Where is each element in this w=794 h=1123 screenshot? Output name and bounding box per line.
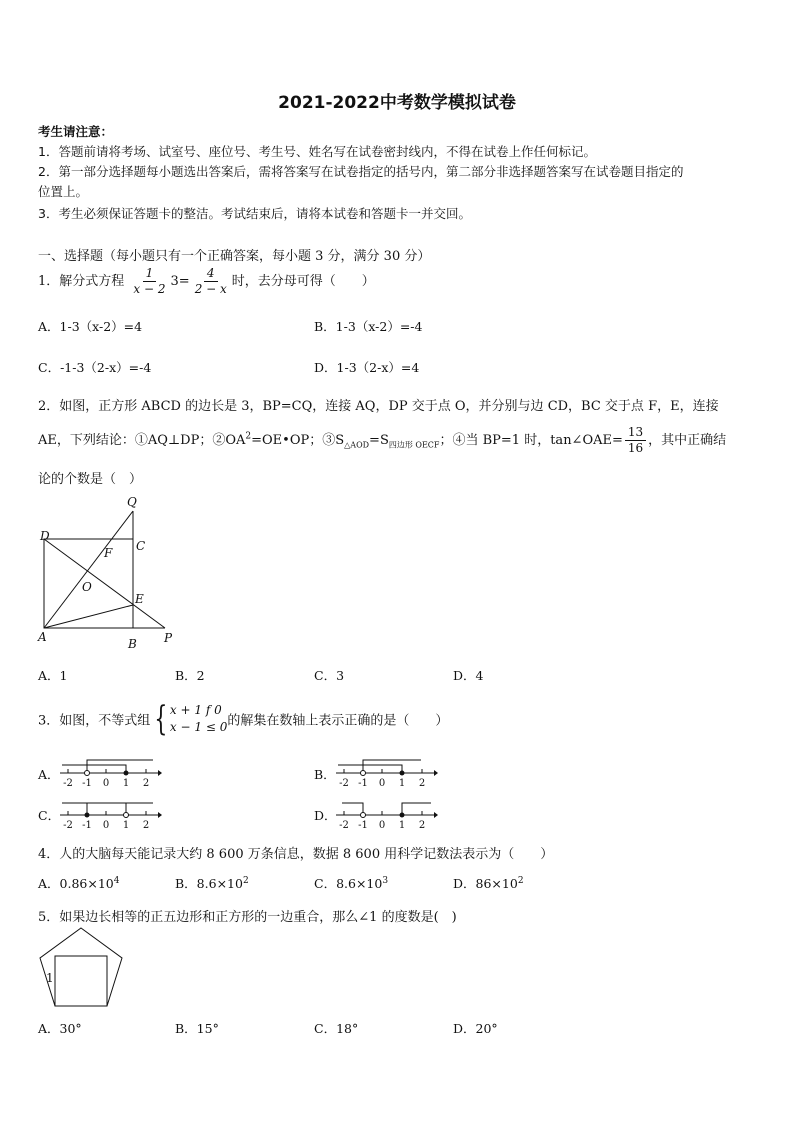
- q4-option-a-base: A．0.86×10: [38, 876, 114, 891]
- q1-mid: 3=: [170, 274, 190, 289]
- q1-frac2-den: 2 − x: [194, 282, 227, 296]
- tick-label: 1: [122, 820, 130, 830]
- q3-option-c-label[interactable]: C．: [38, 808, 61, 823]
- notice-item: 1．答题前请将考场、试室号、座位号、考生号、姓名写在试卷密封线内，不得在试卷上作任何标记。: [38, 144, 596, 159]
- inequality-system: [150, 699, 228, 739]
- brace-icon: {: [154, 699, 168, 739]
- q5-option-d[interactable]: D．20°: [453, 1021, 498, 1036]
- q1-fraction-1: [130, 266, 168, 297]
- q2-line-2: [38, 425, 726, 456]
- tick-label: 2: [142, 820, 150, 830]
- pentagon-square-figure: [34, 926, 129, 1008]
- number-line-b[interactable]: [334, 756, 439, 788]
- q3-option-d-label[interactable]: D．: [314, 808, 337, 823]
- angle-1-label: 1: [46, 971, 54, 985]
- q2-option-d[interactable]: D．4: [453, 668, 484, 683]
- tick-label: -2: [339, 820, 349, 830]
- tick-label: -2: [63, 778, 73, 788]
- q4-option-c[interactable]: [314, 874, 388, 892]
- question-4: 4．人的大脑每天能记录大约 8 600 万条信息，数据 8 600 用科学记数法表示为（ ）: [38, 847, 554, 862]
- pentagon: [40, 928, 122, 1006]
- line-aq: [44, 511, 133, 628]
- q2-line-1: 2．如图，正方形 ABCD 的边长是 3，BP=CQ，连接 AQ，DP 交于点 O，并分别与边 CD，BC 交于点 F，E，连接: [38, 399, 719, 414]
- q4-option-a[interactable]: [38, 874, 119, 892]
- square: [55, 956, 107, 1006]
- line-ae: [44, 605, 133, 628]
- q5-option-b[interactable]: B．15°: [175, 1021, 219, 1036]
- q2-text-a: AE，下列结论：①AQ⊥DP；②OA: [38, 433, 246, 448]
- tick-label: 1: [398, 778, 406, 788]
- label-p: P: [164, 631, 173, 645]
- question-1: [38, 266, 375, 297]
- tick-label: -1: [358, 820, 368, 830]
- label-d: D: [40, 529, 50, 543]
- q2-option-c[interactable]: C．3: [314, 668, 345, 683]
- q3-prefix: 3．如图，不等式组: [38, 713, 151, 729]
- q1-fraction-2: [192, 266, 230, 297]
- q1-suffix: 时，去分母可得（ ）: [231, 274, 375, 289]
- tick-label: 1: [122, 778, 130, 788]
- number-line-a[interactable]: [58, 756, 163, 788]
- square-figure: [36, 494, 181, 652]
- q4-option-a-exp: 4: [113, 875, 120, 886]
- question-3: [38, 699, 449, 739]
- number-line-c[interactable]: [58, 798, 163, 830]
- q3-option-a-label[interactable]: A．: [38, 767, 60, 782]
- q4-option-b-exp: 2: [242, 875, 249, 886]
- q2-text-d: ；④当 BP=1 时，tan∠OAE=: [439, 433, 623, 448]
- tick-label: 2: [418, 778, 426, 788]
- q5-option-c[interactable]: C．18°: [314, 1021, 359, 1036]
- q2-option-a[interactable]: A．1: [38, 668, 68, 683]
- q2-sub-1: △AOD: [344, 440, 370, 450]
- label-o: O: [82, 580, 92, 594]
- q2-frac-den: 16: [627, 441, 644, 455]
- q5-option-a[interactable]: A．30°: [38, 1021, 82, 1036]
- q1-option-d[interactable]: D．1-3（2-x）=4: [314, 360, 420, 375]
- q2-frac-num: 13: [625, 425, 646, 441]
- notice-heading: 考生请注意：: [38, 124, 114, 139]
- label-a: A: [38, 630, 47, 644]
- q4-option-d-base: D．86×10: [453, 876, 518, 891]
- q3-option-b-label[interactable]: B．: [314, 767, 336, 782]
- question-5: 5．如果边长相等的正五边形和正方形的一边重合，那么∠1 的度数是( ): [38, 910, 457, 925]
- q2-sub-2: 四边形 OECF: [388, 440, 440, 450]
- q1-option-c[interactable]: C．-1-3（2-x）=-4: [38, 360, 152, 375]
- q2-fraction: [625, 425, 646, 456]
- q2-option-b[interactable]: B．2: [175, 668, 205, 683]
- q1-frac1-num: 1: [143, 266, 157, 282]
- q2-line-3: 论的个数是（ ）: [38, 472, 143, 487]
- q4-option-c-base: C．8.6×10: [314, 876, 383, 891]
- q1-option-a[interactable]: A．1-3（x-2）=4: [38, 319, 143, 334]
- tick-label: -1: [82, 778, 92, 788]
- tick-label: 1: [398, 820, 406, 830]
- q3-ineq-1: x + 1 f 0: [169, 703, 222, 717]
- tick-label: 0: [378, 820, 386, 830]
- q3-ineq-2: x − 1 ≤ 0: [169, 720, 228, 734]
- q1-option-b[interactable]: B．1-3（x-2）=-4: [314, 319, 423, 334]
- notice-item: 位置上。: [38, 184, 89, 199]
- tick-label: 0: [378, 778, 386, 788]
- page-title: 2021-2022中考数学模拟试卷: [278, 93, 516, 113]
- tick-label: 0: [102, 820, 110, 830]
- q1-frac2-num: 4: [204, 266, 218, 282]
- q1-frac1-den: x − 2: [133, 282, 166, 296]
- notice-item: 2．第一部分选择题每小题选出答案后，需将答案写在试卷指定的括号内，第二部分非选择题答案写在试卷题目指定的: [38, 164, 684, 179]
- q4-option-d[interactable]: [453, 874, 524, 892]
- q4-option-b-base: B．8.6×10: [175, 876, 243, 891]
- q2-text-e: ，其中正确结: [648, 433, 727, 448]
- q4-option-b[interactable]: [175, 874, 249, 892]
- q2-text-b: =OE•OP；③S: [251, 433, 345, 448]
- tick-label: 2: [418, 820, 426, 830]
- q3-suffix: 的解集在数轴上表示正确的是（ ）: [227, 713, 449, 729]
- label-e: E: [135, 592, 144, 606]
- q1-prefix: 1．解分式方程: [38, 274, 125, 289]
- q2-sup: 2: [245, 431, 252, 442]
- label-c: C: [136, 539, 146, 553]
- section-heading: 一、选择题（每小题只有一个正确答案，每小题 3 分，满分 30 分）: [38, 249, 431, 264]
- tick-label: -2: [63, 820, 73, 830]
- q2-text-c: =S: [369, 433, 389, 448]
- tick-label: 2: [142, 778, 150, 788]
- notice-item: 3．考生必须保证答题卡的整洁。考试结束后，请将本试卷和答题卡一并交回。: [38, 206, 471, 221]
- tick-label: 0: [102, 778, 110, 788]
- tick-label: -1: [82, 820, 92, 830]
- label-b: B: [128, 637, 137, 651]
- label-q: Q: [127, 495, 137, 509]
- label-f: F: [104, 546, 113, 560]
- q4-option-c-exp: 3: [382, 875, 389, 886]
- tick-label: -1: [358, 778, 368, 788]
- number-line-d[interactable]: [334, 798, 439, 830]
- tick-label: -2: [339, 778, 349, 788]
- q4-option-d-exp: 2: [517, 875, 524, 886]
